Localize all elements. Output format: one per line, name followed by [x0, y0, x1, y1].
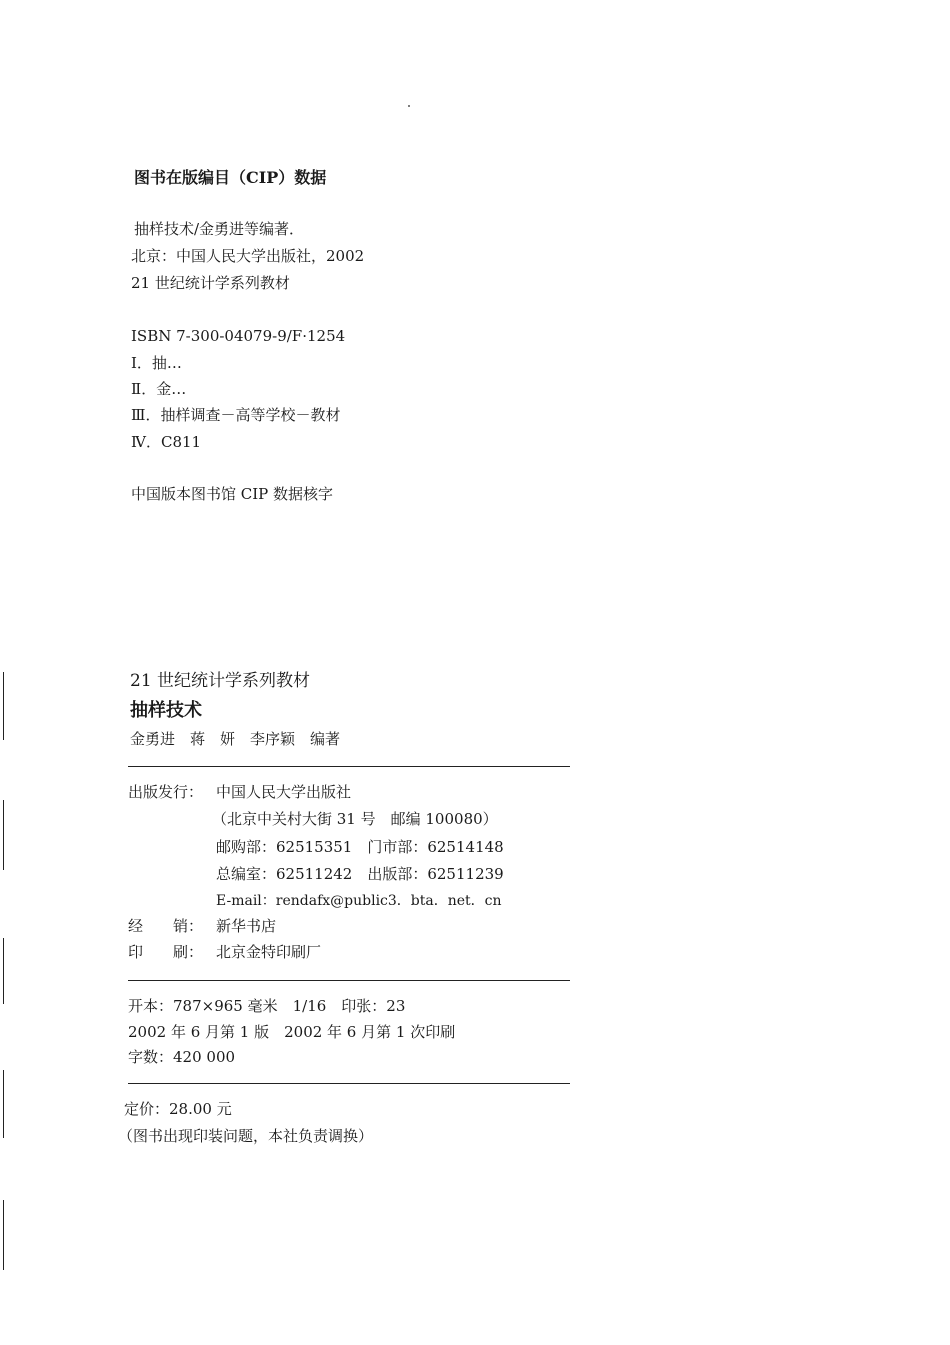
- publisher-label: 出版发行：: [128, 783, 204, 801]
- cip-index-1: Ⅰ．抽…: [131, 354, 182, 372]
- cip-index-3: Ⅲ．抽样调查－高等学校－教材: [131, 406, 341, 424]
- spec-edition: 2002 年 6 月第 1 版 2002 年 6 月第 1 次印刷: [128, 1023, 456, 1041]
- cip-heading: 图书在版编目（CIP）数据: [134, 168, 327, 187]
- cip-index-2: Ⅱ．金…: [131, 380, 187, 398]
- book-authors: 金勇进 蒋 妍 李序颖 编著: [130, 730, 341, 748]
- scan-edge-mark: [3, 1070, 4, 1138]
- scan-edge-mark: [3, 800, 4, 870]
- publisher-address: （北京中关村大街 31 号 邮编 100080）: [212, 810, 498, 828]
- distributor-label: 经 销：: [128, 917, 204, 935]
- scan-edge-mark: [3, 938, 4, 1004]
- publisher-phone-1: 邮购部：62515351 门市部：62514148: [216, 838, 504, 856]
- spec-words: 字数：420 000: [128, 1048, 236, 1066]
- cip-verify: 中国版本图书馆 CIP 数据核字: [131, 485, 334, 503]
- cip-line-series: 21 世纪统计学系列教材: [131, 274, 290, 292]
- cip-line-title: 抽样技术/金勇进等编著．: [134, 220, 305, 238]
- price-note: （图书出现印装问题，本社负责调换）: [118, 1127, 374, 1145]
- publisher-email: E-mail：rendafx@public3．bta．net．cn: [216, 893, 502, 909]
- spec-format: 开本：787×965 毫米 1/16 印张：23: [128, 997, 406, 1015]
- cip-isbn: ISBN 7-300-04079-9/F·1254: [131, 327, 346, 345]
- divider-3: [128, 1083, 570, 1084]
- cip-index-4: Ⅳ．C811: [131, 433, 202, 451]
- distributor: 新华书店: [216, 917, 277, 935]
- publisher-name: 中国人民大学出版社: [216, 783, 352, 801]
- book-series: 21 世纪统计学系列教材: [130, 671, 311, 691]
- scan-edge-mark: [3, 672, 4, 740]
- printer: 北京金特印刷厂: [216, 943, 322, 961]
- book-title: 抽样技术: [130, 700, 202, 721]
- divider-2: [128, 980, 570, 981]
- cip-line-publisher: 北京：中国人民大学出版社，2002: [131, 247, 365, 265]
- divider-1: [128, 766, 570, 767]
- publisher-phone-2: 总编室：62511242 出版部：62511239: [216, 865, 504, 883]
- scan-dot: [408, 105, 410, 107]
- printer-label: 印 刷：: [128, 943, 204, 961]
- scan-edge-mark: [3, 1200, 4, 1270]
- price: 定价：28.00 元: [124, 1100, 232, 1118]
